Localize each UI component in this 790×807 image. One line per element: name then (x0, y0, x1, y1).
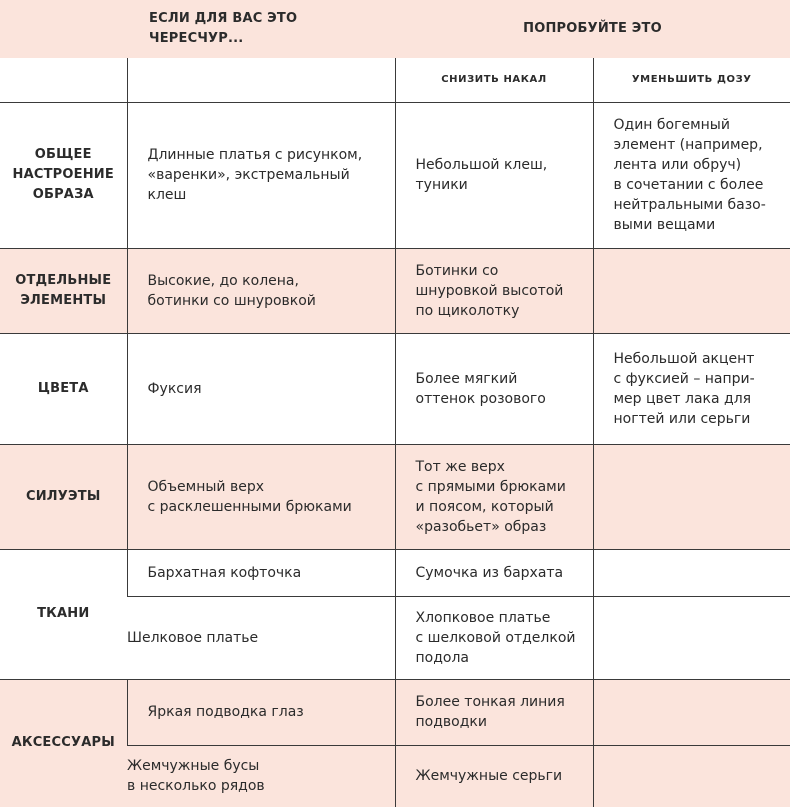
header-row (0, 0, 790, 58)
cell-tone-down: Более мягкий оттенок розового (395, 333, 593, 444)
cell-too-much: Бархатная кофточка (127, 549, 395, 596)
cell-too-much: Шелковое платье (127, 596, 395, 679)
cell-reduce-dose (593, 248, 790, 333)
subheader-row (0, 58, 790, 102)
cell-tone-down: Небольшой клеш, туники (395, 102, 593, 248)
row-category: ОБЩЕЕ НАСТРОЕНИЕ ОБРАЗА (0, 102, 127, 248)
cell-tone-down: Хлопковое платье с шелковой отделкой подола (395, 596, 593, 679)
cell-too-much: Фуксия (127, 333, 395, 444)
table-row (0, 102, 790, 248)
cell-reduce-dose (593, 596, 790, 679)
cell-tone-down: Ботинки со шнуровкой высотой по щиколотку (395, 248, 593, 333)
cell-too-much: Длинные платья с рисунком, «варенки», экстремальный клеш (127, 102, 395, 248)
row-category: СИЛУЭТЫ (0, 444, 127, 549)
header-empty-cell (0, 0, 127, 58)
cell-tone-down: Более тонкая линия подводки (395, 679, 593, 745)
cell-reduce-dose (593, 549, 790, 596)
cell-tone-down: Тот же верх с прямыми брюками и поясом, который «разобьет» образ (395, 444, 593, 549)
table-row (0, 248, 790, 333)
row-category: ЦВЕТА (0, 333, 127, 444)
cell-reduce-dose: Один богемный элемент (например, лента или обруч) в сочетании с более нейтральными базо- выми вещами (593, 102, 790, 248)
cell-reduce-dose (593, 745, 790, 807)
header-too-much: ЕСЛИ ДЛЯ ВАС ЭТО ЧЕРЕСЧУР... (127, 0, 395, 58)
row-category: ТКАНИ (0, 549, 127, 679)
cell-tone-down: Сумочка из бархата (395, 549, 593, 596)
cell-too-much: Яркая подводка глаз (127, 679, 395, 745)
table-row (0, 679, 790, 745)
table-row (0, 444, 790, 549)
row-category: ОТДЕЛЬНЫЕ ЭЛЕМЕНТЫ (0, 248, 127, 333)
cell-reduce-dose: Небольшой акцент с фуксией – напри- мер цвет лака для ногтей или серьги (593, 333, 790, 444)
subheader-tone-down: СНИЗИТЬ НАКАЛ (395, 58, 593, 102)
subheader-reduce-dose: УМЕНЬШИТЬ ДОЗУ (593, 58, 790, 102)
table-row (0, 333, 790, 444)
cell-reduce-dose (593, 679, 790, 745)
header-try-this: ПОПРОБУЙТЕ ЭТО (395, 0, 790, 58)
cell-too-much: Жемчужные бусы в несколько рядов (127, 745, 395, 807)
cell-too-much: Объемный верх с расклешенными брюками (127, 444, 395, 549)
table-row (0, 549, 790, 596)
cell-tone-down: Жемчужные серьги (395, 745, 593, 807)
subheader-empty-cell (0, 58, 127, 102)
cell-reduce-dose (593, 444, 790, 549)
row-category: АКСЕССУАРЫ (0, 679, 127, 807)
cell-too-much: Высокие, до колена, ботинки со шнуровкой (127, 248, 395, 333)
subheader-empty-cell-2 (127, 58, 395, 102)
